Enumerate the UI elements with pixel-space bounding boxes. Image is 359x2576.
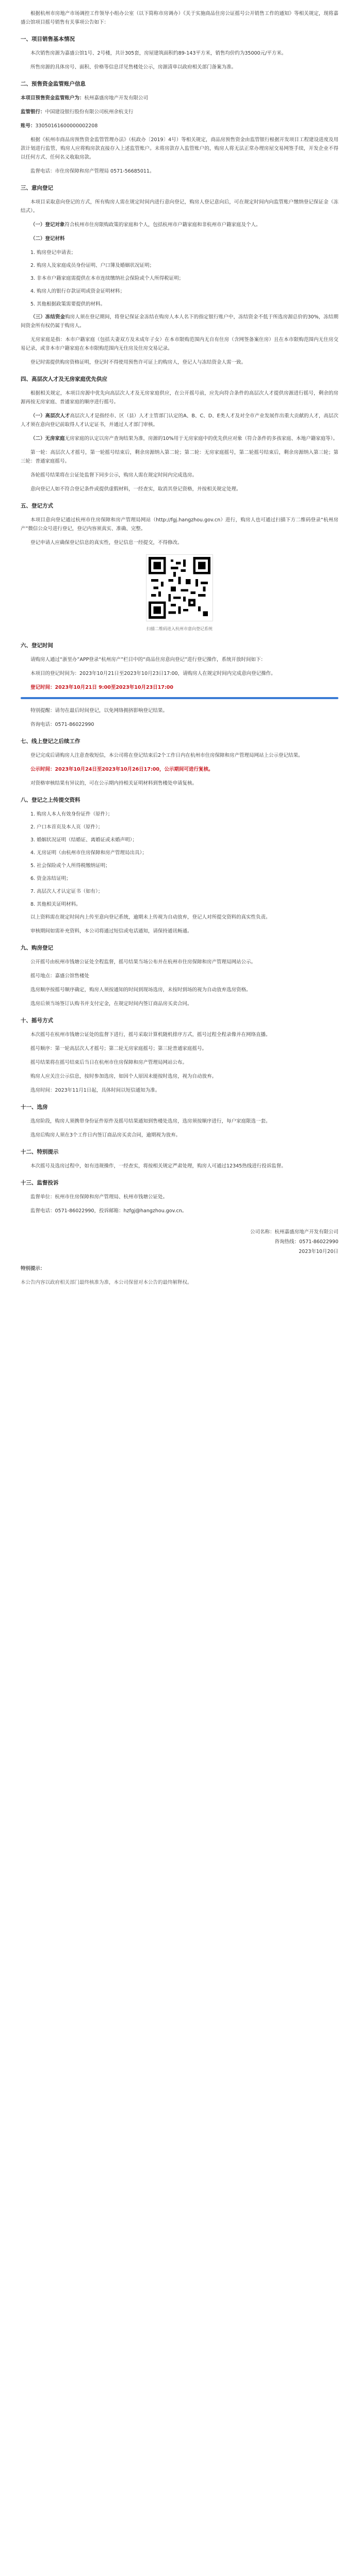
list-item: 1. 购房人本人有效身份证件（原件）； bbox=[30, 811, 113, 817]
materials-label: （二）登记材料 bbox=[30, 236, 65, 242]
no-house-label: （二）无房家庭 bbox=[30, 436, 65, 442]
section-7-paragraph: 对资格审核结果有异议的，可在公示期内持相关证明材料到售楼处申请复核。 bbox=[30, 781, 198, 786]
section-2-title: 二、预售资金监管账户信息 bbox=[21, 81, 86, 87]
list-item: 3. 婚姻状况证明（结婚证、离婚证或未婚声明）； bbox=[30, 837, 137, 843]
notes-title: 特别提示： bbox=[21, 1266, 45, 1272]
signature-company: 公司名称：杭州嘉盛房地产开发有限公司 bbox=[250, 1229, 338, 1235]
list-item: 7. 高层次人才认定证书（如有）； bbox=[30, 889, 103, 894]
section-6-paragraph: 特别提醒：请勿在最后时间登记，以免网络拥挤影响登记结果。 bbox=[30, 708, 168, 714]
registrant-text: 符合杭州市住房限购政策的家庭和个人，包括杭州市户籍家庭和非杭州市户籍家庭及个人。 bbox=[64, 222, 261, 228]
escrow-account-line bbox=[21, 94, 338, 103]
section-1-paragraph: 所售房源的具体房号、面积、价格等信息详见售楼处公示，房源清单以政府相关部门备案为准。 bbox=[30, 64, 237, 70]
talent-label: （一）高层次人才 bbox=[30, 413, 70, 419]
frozen-funds-text: 购房人须在登记期间，将登记保证金冻结在购房人本人名下的指定银行账户中，冻结资金不低于所选房源总价的30%，冻结期间资金所有权仍属于购房人。 bbox=[21, 314, 338, 329]
section-10-title: 十、摇号方式 bbox=[21, 1018, 53, 1024]
escrow-bank-line bbox=[21, 108, 338, 116]
section-8-paragraph: 审核期间如需补充资料，本公司将通过短信或电话通知，请保持通讯畅通。 bbox=[30, 928, 192, 934]
escrow-account-name: 杭州嘉盛房地产开发有限公司 bbox=[84, 95, 149, 101]
no-house-line bbox=[21, 434, 338, 443]
registrant-line bbox=[21, 221, 338, 229]
section-9-paragraph: 公开摇号由杭州市钱塘公证处全程监督，摇号结果当场公布并在杭州市住房保障和房产管理局网站公示。 bbox=[30, 959, 256, 965]
escrow-account-label: 本项目预售资金监管账户为： bbox=[21, 95, 85, 101]
section-5-title: 五、登记方式 bbox=[21, 503, 53, 509]
qr-code-icon bbox=[149, 557, 210, 619]
section-2-paragraph: 根据《杭州市商品房预售资金监管管理办法》（杭政办〔2019〕4号）等相关规定，商品房预售资金由监管银行根据开发项目工程建设进度及用款计划进行监管，购房人应将购房款直接存入上述监管账户。未将房款存入监管账户的，购房人将无法正常办理房屋交易网签手续，开发企业不得以任何方式、任何名义收取房款。 bbox=[21, 137, 338, 160]
section-13-paragraph: 监督单位：杭州市住房保障和房产管理局、杭州市钱塘公证处。 bbox=[30, 1194, 168, 1200]
section-2-paragraph: 监督电话：市住房保障和房产管理局 0571-56685011。 bbox=[30, 168, 155, 174]
section-10-paragraph: 摇号顺序：第一轮高层次人才摇号；第二轮无房家庭摇号；第三轮普通家庭摇号。 bbox=[30, 1046, 207, 1052]
section-3-paragraph: 无房家庭是指：本市户籍家庭（包括夫妻双方及未成年子女）在本市限购范围内无自有住房（含网签备案住房）且在本市限购范围内无住房交易记录，或非本市户籍家庭在本市限购范围内无住房及住房交易记录。 bbox=[21, 337, 338, 351]
list-item: 2. 户口本首页及本人页（原件）； bbox=[30, 824, 103, 830]
intro-paragraph: 根据杭州市房地产市场调控工作领导小组办公室（以下简称市房调办）《关于实施商品住房公证摇号公开销售工作的通知》等相关规定，现将嘉盛公馆项目摇号销售有关事项公告如下： bbox=[21, 11, 338, 25]
section-3-paragraph: 本项目采取意向登记的方式，所有购房人需在规定时间内进行意向登记，购房人登记意向后，可在规定时间内向监管账户缴纳登记保证金（冻结式）。 bbox=[21, 199, 338, 214]
section-10-paragraph: 购房人应关注公示信息，按时参加选房，如因个人原因未能按时选房，视为自动放弃。 bbox=[30, 1074, 217, 1079]
list-item: 5. 社会保险或个人所得税缴纳证明； bbox=[30, 863, 110, 869]
list-item: 5. 其他根据政策需要提供的材料。 bbox=[30, 301, 106, 307]
section-10-paragraph: 选房时间：2023年11月1日起，具体时间以短信通知为准。 bbox=[30, 1088, 160, 1093]
qr-code[interactable] bbox=[146, 554, 213, 621]
section-7-title: 七、线上登记之后续工作 bbox=[21, 738, 80, 744]
section-9-paragraph: 摇号地点：嘉盛公馆售楼处 bbox=[30, 973, 90, 979]
section-9-paragraph: 选房后须当场签订认购书并支付定金，在规定时间内签订商品房买卖合同。 bbox=[30, 1001, 192, 1007]
registration-progress-fill bbox=[21, 697, 338, 699]
frozen-funds-label: （三）冻结资金 bbox=[30, 314, 66, 320]
section-8-paragraph: 以上资料需在规定时间内上传至意向登记系统，逾期未上传视为自动放弃，登记人对所提交资料的真实性负责。 bbox=[30, 914, 271, 920]
section-10-paragraph: 本次摇号在杭州市钱塘公证处的监督下进行，摇号采取计算机随机排序方式，摇号过程全程录像并在网络直播。 bbox=[30, 1032, 271, 1038]
section-11-paragraph: 选房后购房人须在3个工作日内签订商品房买卖合同，逾期视为放弃。 bbox=[30, 1132, 181, 1138]
section-11-paragraph: 选房阶段，购房人须携带身份证件原件及摇号结果通知到售楼处选房，选房须按顺序进行，每户家庭限选一套。 bbox=[30, 1118, 271, 1124]
frozen-funds-line bbox=[21, 313, 338, 330]
signature-block bbox=[21, 1228, 338, 1256]
list-item: 2. 购房人及家庭成员身份证明、户口簿及婚姻状况证明； bbox=[30, 263, 155, 268]
talent-text: 高层次人才是指经市、区（县）人才主管部门认定的A、B、C、D、E类人才及对全市产业发展作出重大贡献的人才，高层次人才须在意向登记前取得人才认定证书，并通过人才部门审核。 bbox=[21, 413, 338, 428]
qr-code-caption: 扫描二维码进入杭州市意向登记系统 bbox=[146, 626, 213, 631]
section-13-paragraph: 监督电话：0571-86022990，投诉邮箱：hzfgj@hangzhou.gov.cn。 bbox=[30, 1208, 187, 1214]
section-5-paragraph: 登记申请人应确保登记信息的真实性，登记信息一经提交，不得修改。 bbox=[30, 540, 183, 546]
section-6-paragraph: 咨询电话：0571-86022990 bbox=[30, 722, 94, 727]
notes-block bbox=[21, 1264, 338, 1287]
escrow-number-line bbox=[21, 122, 338, 130]
notes-text: 本公告内容以政府相关部门最终核准为准，本公司保留对本公告的最终解释权。 bbox=[21, 1280, 192, 1285]
qr-code-container bbox=[21, 554, 338, 621]
talent-line bbox=[21, 412, 338, 429]
section-10-paragraph: 摇号结果将在摇号结束后当日在杭州市住房保障和房产管理局网站公布。 bbox=[30, 1060, 188, 1065]
section-13-title: 十三、监督投诉 bbox=[21, 1180, 59, 1186]
list-item: 4. 无房证明（由杭州市住房保障和房产管理局出具）； bbox=[30, 850, 147, 856]
section-4-paragraph: 根据相关规定，本项目房源中优先向高层次人才及无房家庭供应，在公开摇号前，应先向符合条件的高层次人才提供房源进行摇号，剩余的房源再按无房家庭、普通家庭的顺序进行摇号。 bbox=[21, 391, 338, 405]
registration-date-line: 登记时间：2023年10月21日 9:00至2023年10月23日17:00 bbox=[30, 685, 173, 690]
section-1-paragraph: 本次销售房源为嘉盛公馆1号、2号楼，共计305套，房屋建筑面积约89-143平方米，销售均价约为35000元/平方米。 bbox=[30, 50, 287, 56]
section-6-title: 六、登记时间 bbox=[21, 642, 53, 649]
section-7-paragraph: 公示时间：2023年10月24日至2023年10月26日17:00，公示期间可进行复核。 bbox=[30, 767, 214, 772]
section-11-title: 十一、选房 bbox=[21, 1104, 48, 1110]
section-5-paragraph: 本项目意向登记通过杭州市住房保障和房产管理局网站（http://fgj.hangzhou.gov.cn）进行，购房人也可通过扫描下方二维码登录“杭州房产”微信公众号进行登记，登记内容须真实、准确、完整。 bbox=[21, 517, 338, 532]
section-12-paragraph: 本次摇号及选房过程中，如有违规操作，一经查实，将按相关规定严肃处理，购房人可通过12345热线进行投诉监督。 bbox=[30, 1163, 286, 1169]
signature-date: 2023年10月20日 bbox=[299, 1249, 338, 1255]
section-12-title: 十二、特别提示 bbox=[21, 1149, 59, 1155]
section-8-title: 八、登记之上传提交资料 bbox=[21, 797, 80, 803]
escrow-bank-name: 中国建设银行股份有限公司杭州余杭支行 bbox=[45, 109, 134, 115]
section-3-title: 三、意向登记 bbox=[21, 185, 53, 191]
section-4-paragraph: 意向登记人如不符合登记条件或提供虚假材料，一经查实，取消其登记资格，并按相关规定处理。 bbox=[30, 486, 241, 492]
escrow-bank-label: 监管银行： bbox=[21, 109, 45, 115]
escrow-account-number: 33050161600000002208 bbox=[35, 123, 98, 129]
escrow-number-label: 账号： bbox=[21, 123, 36, 129]
list-item: 4. 购房人的银行存款证明或资金证明材料； bbox=[30, 289, 125, 294]
registrant-label: （一）登记对象 bbox=[30, 222, 65, 228]
section-1-title: 一、项目销售基本情况 bbox=[21, 36, 75, 42]
registration-progress bbox=[21, 697, 338, 699]
list-item: 8. 其他相关证明材料。 bbox=[30, 902, 81, 907]
list-item: 3. 非本市户籍家庭需提供在本市连续缴纳社会保险或个人所得税证明； bbox=[30, 276, 184, 281]
section-7-paragraph: 登记完成后请购房人注意查收短信，本公司将在登记结束后2个工作日内在杭州市住房保障和房产管理局网站上公示登记结果。 bbox=[30, 753, 303, 758]
signature-phone: 咨询热线：0571-86022990 bbox=[274, 1239, 338, 1245]
section-6-paragraph: 本项目的登记时间为：2023年10月21日至2023年10月23日17:00，请购房人在规定时间内完成意向登记操作。 bbox=[30, 671, 276, 676]
no-house-text: 无房家庭的认定以房产查询结果为准，房源的10%用于无房家庭中的优先供应对象（符合条件的多孩家庭、本地户籍家庭等）。 bbox=[64, 436, 338, 442]
list-item: 1. 购房登记申请表； bbox=[30, 250, 76, 256]
section-4-paragraph: 第一轮：高层次人才摇号，第一轮摇号结束后，剩余房源纳入第二轮；第二轮：无房家庭摇号，第二轮摇号结束后，剩余房源纳入第三轮；第三轮：普通家庭摇号。 bbox=[21, 450, 338, 464]
section-4-paragraph: 各轮摇号结果将在公证处监督下同步公示，购房人需在规定时间内完成选房。 bbox=[30, 472, 198, 478]
section-6-paragraph: 请购房人通过“浙里办”APP登录“杭州房产”栏目中的“商品住房意向登记”进行登记操作，系统开放时间如下： bbox=[30, 657, 266, 663]
section-4-title: 四、高层次人才及无房家庭优先供应 bbox=[21, 376, 107, 382]
section-9-title: 九、购房登记 bbox=[21, 945, 53, 951]
section-9-paragraph: 选房顺序按摇号顺序确定，购房人须按通知的时间到现场选房，未按时到场的视为自动放弃选房资格。 bbox=[30, 987, 251, 993]
section-3-paragraph: 登记时需提供购房资格证明，登记时不得使用预售许可证上的购房人，登记人与冻结资金人需一致。 bbox=[30, 360, 247, 365]
list-item: 6. 资金冻结证明； bbox=[30, 876, 71, 882]
